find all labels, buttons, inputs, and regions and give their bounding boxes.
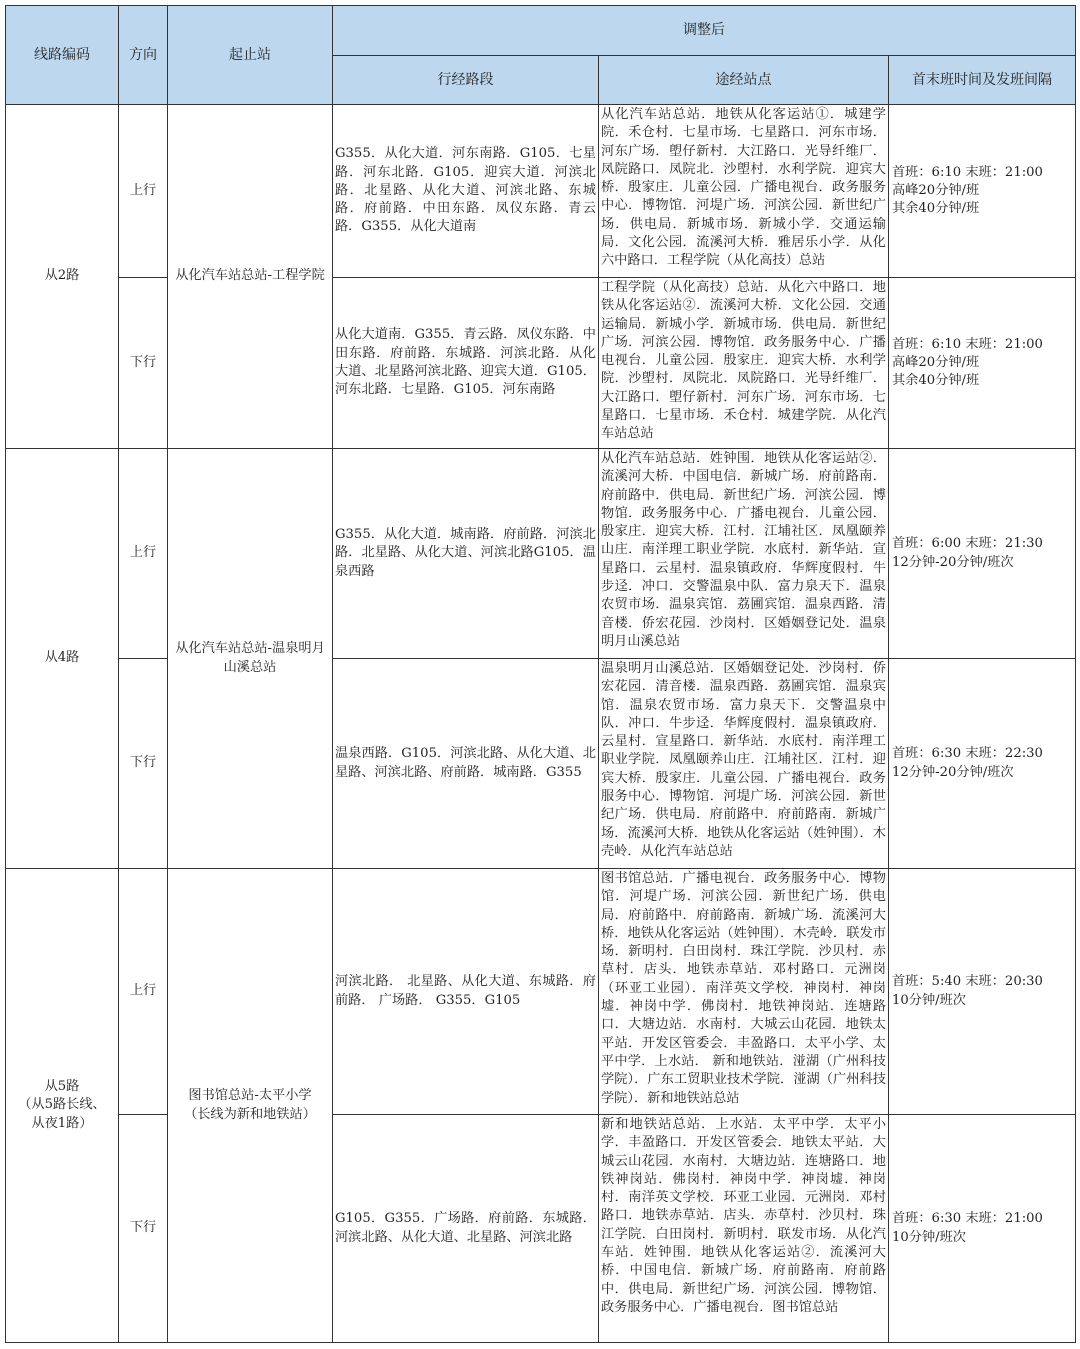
table-row xyxy=(6,105,1076,278)
schedule-cell: 首班：6:00 末班：21:30 12分钟-20分钟/班次 xyxy=(889,449,1076,659)
direction-cell: 下行 xyxy=(119,1115,168,1343)
table-row xyxy=(6,1115,1076,1343)
terminals-cell: 从化汽车站总站-工程学院 xyxy=(168,105,333,449)
table-row xyxy=(6,278,1076,449)
direction-cell: 下行 xyxy=(119,278,168,449)
header-schedule: 首末班时间及发班间隔 xyxy=(889,56,1076,105)
header-terminals: 起止站 xyxy=(168,6,333,105)
header-adjusted: 调整后 xyxy=(333,6,1076,56)
direction-cell: 上行 xyxy=(119,105,168,278)
route-code-cell: 从5路 （从5路长线、 从夜1路） xyxy=(6,869,119,1343)
direction-cell: 上行 xyxy=(119,449,168,659)
stops-cell: 工程学院（从化高技）总站．从化六中路口．地铁从化客运站②．流溪河大桥．文化公园．交通运输局．新城小学．新城市场．供电局．新世纪广场．河滨公园．博物馆．政务服务中心．广播电视台．儿童公园．殷家庄．迎宾大桥．水利学院．沙塱村．凤院北．凤院路口．光导纤维厂．大江路口．塱仔新村．河东广场．河东市场．七星路口．七星市场．禾仓村．城建学院．从化汽车站总站 xyxy=(599,278,889,449)
segments-cell: G355．从化大道．城南路．府前路．河滨北路．北星路、从化大道、河滨北路G105．温泉西路 xyxy=(333,449,599,659)
segments-cell: 从化大道南．G355．青云路．凤仪东路．中田东路．府前路．东城路．河滨北路．从化大道、北星路河滨北路、迎宾大道．G105．河东北路．七星路．G105．河东南路 xyxy=(333,278,599,449)
header-stops: 途经站点 xyxy=(599,56,889,105)
terminals-cell: 从化汽车站总站-温泉明月山溪总站 xyxy=(168,449,333,869)
stops-cell: 图书馆总站．广播电视台．政务服务中心．博物馆．河堤广场．河滨公园．新世纪广场．供电局．府前路中．府前路南．新城广场．流溪河大桥．地铁从化客运站（姓钟围）．木壳岭．联发市场．新明村．白田岗村．珠江学院．沙贝村．赤草村．店头．地铁赤草站．邓村路口．元洲岗（环亚工业园）．南洋英文学校．神岗村．神岗墟．神岗中学．佛岗村．地铁神岗站．连塘路口．大塘边站．水南村．大城云山花园．地铁太平站．开发区管委会．丰盈路口．太平小学、太平中学．上水站． 新和地铁站．湴湖（广州科技学院）．广东工贸职业技术学院．湴湖（广州科技学院）．新和地铁站总站 xyxy=(599,869,889,1115)
direction-cell: 下行 xyxy=(119,659,168,869)
header-road-segments: 行经路段 xyxy=(333,56,599,105)
table-row xyxy=(6,869,1076,1115)
segments-cell: 温泉西路．G105．河滨北路、从化大道、北星路、河滨北路、府前路．城南路．G355 xyxy=(333,659,599,869)
route-adjustment-table xyxy=(5,5,1076,1343)
route-code-cell: 从2路 xyxy=(6,105,119,449)
segments-cell: G355．从化大道．河东南路．G105．七星路．河东北路．G105．迎宾大道．河滨北路．北星路、从化大道、河滨北路、东城路．府前路．中田东路．凤仪东路．青云路．G355．从化大道南 xyxy=(333,105,599,278)
schedule-cell: 首班：6:30 末班：22:30 12分钟-20分钟/班次 xyxy=(889,659,1076,869)
schedule-cell: 首班：6:10 末班：21:00 高峰20分钟/班 其余40分钟/班 xyxy=(889,278,1076,449)
stops-cell: 新和地铁站总站．上水站．太平中学．太平小学．丰盈路口．开发区管委会．地铁太平站．大城云山花园．水南村．大塘边站．连塘路口．地铁神岗站．佛岗村．神岗中学．神岗墟．神岗村．南洋英文学校．环亚工业园．元洲岗．邓村路口．地铁赤草站．店头．赤草村．沙贝村．珠江学院．白田岗村．新明村．联发市场．从化汽车站．姓钟围．地铁从化客运站②．流溪河大桥．中国电信．新城广场．府前路南．府前路中．供电局．新世纪广场．河滨公园．博物馆．政务服务中心．广播电视台．图书馆总站 xyxy=(599,1115,889,1343)
schedule-cell: 首班：6:10 末班：21:00 高峰20分钟/班 其余40分钟/班 xyxy=(889,105,1076,278)
route-code-cell: 从4路 xyxy=(6,449,119,869)
segments-cell: G105．G355．广场路．府前路．东城路．河滨北路、从化大道、北星路、河滨北路 xyxy=(333,1115,599,1343)
table-row xyxy=(6,659,1076,869)
table-row xyxy=(6,449,1076,659)
segments-cell: 河滨北路． 北星路、从化大道、东城路．府前路． 广场路． G355．G105 xyxy=(333,869,599,1115)
stops-cell: 温泉明月山溪总站．区婚姻登记处．沙岗村．侨宏花园．清音楼．温泉西路．荔圃宾馆．温泉宾馆．温泉农贸市场．富力泉天下．交警温泉中队．冲口．牛步迳．华辉度假村．温泉镇政府．云星村．宣星路口．新华站．水底村．南洋理工职业学院．凤凰颐养山庄．江埔社区．江村．迎宾大桥．殷家庄．儿童公园．广播电视台．政务服务中心．博物馆．河堤广场．河滨公园．新世纪广场．供电局．府前路中．府前路南．新城广场．流溪河大桥．地铁从化客运站（姓钟围）．木壳岭．从化汽车站总站 xyxy=(599,659,889,869)
stops-cell: 从化汽车站总站．地铁从化客运站①．城建学院．禾仓村．七星市场．七星路口．河东市场．河东广场．塱仔新村．大江路口．光导纤维厂．凤院路口．凤院北．沙塱村．水利学院．迎宾大桥．殷家庄．儿童公园．广播电视台．政务服务中心．博物馆．河堤广场．河滨公园．新世纪广场．供电局．新城市场．新城小学．交通运输局．文化公园．流溪河大桥．雅居乐小学．从化六中路口．工程学院（从化高技）总站 xyxy=(599,105,889,278)
header-route-code: 线路编码 xyxy=(6,6,119,105)
stops-cell: 从化汽车站总站．姓钟围．地铁从化客运站②．流溪河大桥．中国电信．新城广场．府前路南．府前路中．供电局．新世纪广场．河滨公园．博物馆．政务服务中心．广播电视台．儿童公园．殷家庄．迎宾大桥．江村．江埔社区．凤凰颐养山庄．南洋理工职业学院．水底村．新华站．宣星路口．云星村．温泉镇政府．华辉度假村．牛步迳．冲口．交警温泉中队．富力泉天下．温泉农贸市场．温泉宾馆．荔圃宾馆．温泉西路．清音楼．侨宏花园．沙岗村．区婚姻登记处．温泉明月山溪总站 xyxy=(599,449,889,659)
schedule-cell: 首班：6:30 末班：21:00 10分钟/班次 xyxy=(889,1115,1076,1343)
terminals-cell: 图书馆总站-太平小学 （长线为新和地铁站） xyxy=(168,869,333,1343)
header-direction: 方向 xyxy=(119,6,168,105)
schedule-cell: 首班：5:40 末班：20:30 10分钟/班次 xyxy=(889,869,1076,1115)
direction-cell: 上行 xyxy=(119,869,168,1115)
